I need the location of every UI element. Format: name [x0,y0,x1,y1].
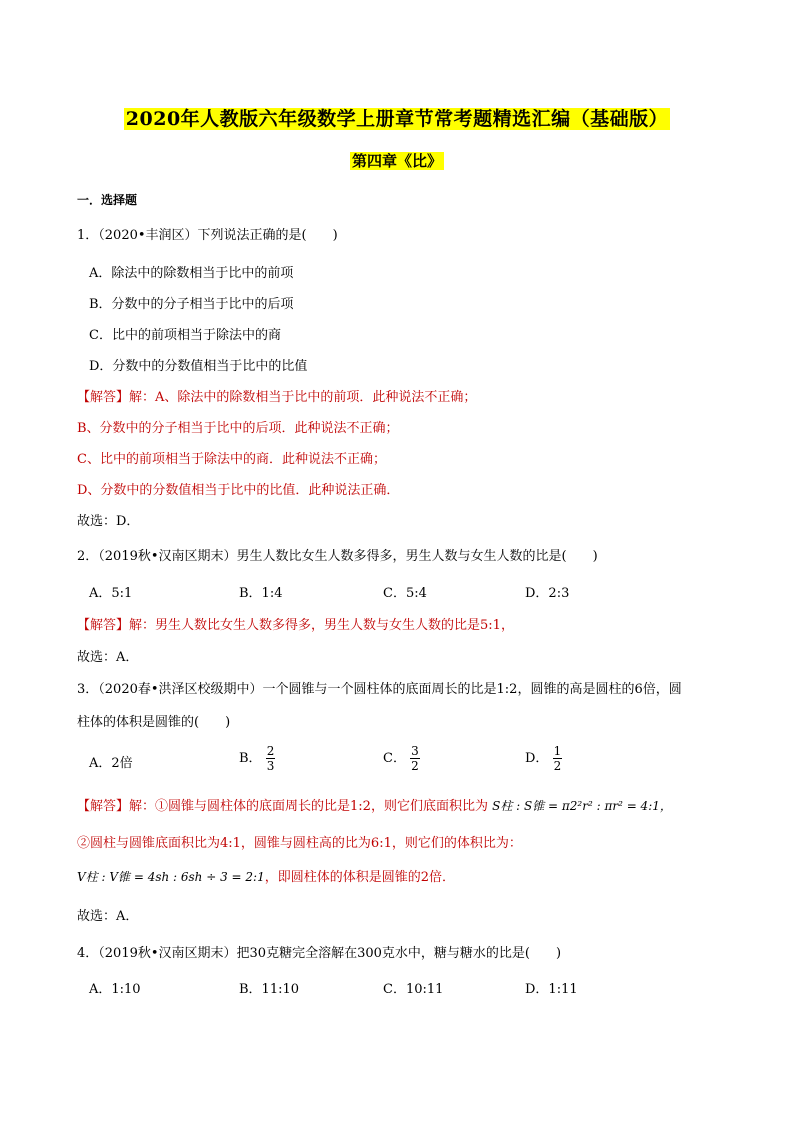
fraction: $\frac{1}{2}$ [553,744,562,773]
question-3-option-c: C． $\frac{3}{2}$ [383,744,419,773]
fraction: $\frac{2}{3}$ [266,744,275,773]
question-2-option-d: D．2:3 [525,586,570,601]
question-1-answer-line-c: C、比中的前项相当于除法中的商．此种说法不正确； [77,452,386,467]
question-1-stem: 1．（2020•丰润区）下列说法正确的是( ) [77,228,338,243]
question-2-stem: 2．（2019秋•汉南区期末）男生人数比女生人数多得多，男生人数与女生人数的比是( ) [77,549,598,564]
question-1-option-c: C．比中的前项相当于除法中的商 [89,328,281,343]
question-4-option-d: D．1:11 [525,982,578,997]
question-3-option-d: D． $\frac{1}{2}$ [525,744,562,773]
question-2-answer [77,614,514,633]
question-3-answer-line-2: ②圆柱与圆锥底面积比为4:1，圆锥与圆柱高的比为6:1，则它们的体积比为： [77,836,522,851]
question-3-option-a: A．2倍 [89,756,133,771]
question-1-option-d: D．分数中的分数值相当于比中的比值 [89,359,308,374]
question-1-answer [77,386,476,405]
volume-ratio-formula: V柱 : V锥 = 4sh : 6sh ÷ 3 = 2:1 [77,870,265,884]
question-1-answer-line-d: D、分数中的分数值相当于比中的比值．此种说法正确． [77,483,400,498]
question-2-option-b: B．1:4 [239,586,283,601]
chapter-subtitle: 第四章《比》 [351,152,442,170]
answer-label: 【解答】 [77,390,130,405]
answer-label: 【解答】 [77,799,130,814]
answer-line: 解：A、除法中的除数相当于比中的前项．此种说法不正确； [129,390,477,405]
section-heading: 一．选择题 [77,193,138,207]
question-3-choice: 故选：A． [77,909,139,924]
question-4-option-a: A．1:10 [89,982,141,997]
question-2-option-c: C．5:4 [383,586,427,601]
question-4-option-b: B．11:10 [239,982,300,997]
question-2-option-a: A．5:1 [89,586,133,601]
page-title: 2020年人教版六年级数学上册章节常考题精选汇编（基础版） [125,108,669,130]
fraction: $\frac{3}{2}$ [411,744,419,773]
question-2-choice: 故选：A． [77,650,139,665]
question-1-choice: 故选：D． [77,514,140,529]
area-ratio-formula: S柱 : S锥 = π2²r² : πr² = 4:1， [492,799,672,813]
question-4-stem: 4．（2019秋•汉南区期末）把30克糖完全溶解在300克水中，糖与糖水的比是( ) [77,946,562,961]
answer-line: 解：男生人数比女生人数多得多，男生人数与女生人数的比是5:1， [129,618,514,633]
question-3-option-b: B． $\frac{2}{3}$ [239,744,275,773]
question-3-answer-line-3: V柱 : V锥 = 4sh : 6sh ÷ 3 = 2:1，即圆柱体的体积是圆锥的2倍． [77,870,456,885]
question-3-answer-line-1: 【解答】解：①圆锥与圆柱体的底面周长的比是1:2，则它们底面积比为 S柱 : S锥 = π2²r² : πr² = 4:1， [77,799,672,814]
question-4-option-c: C．10:11 [383,982,444,997]
question-3-stem-line-2: 柱体的体积是圆锥的( ) [77,715,231,730]
question-1-answer-line-b: B、分数中的分子相当于比中的后项．此种说法不正确； [77,421,399,436]
question-1-option-b: B．分数中的分子相当于比中的后项 [89,297,294,312]
question-1-option-a: A．除法中的除数相当于比中的前项 [89,266,294,281]
answer-label: 【解答】 [77,618,130,633]
question-3-stem-line-1: 3．（2020春•洪泽区校级期中）一个圆锥与一个圆柱体的底面周长的比是1:2，圆锥的高是圆柱的6倍，圆 [77,682,682,697]
